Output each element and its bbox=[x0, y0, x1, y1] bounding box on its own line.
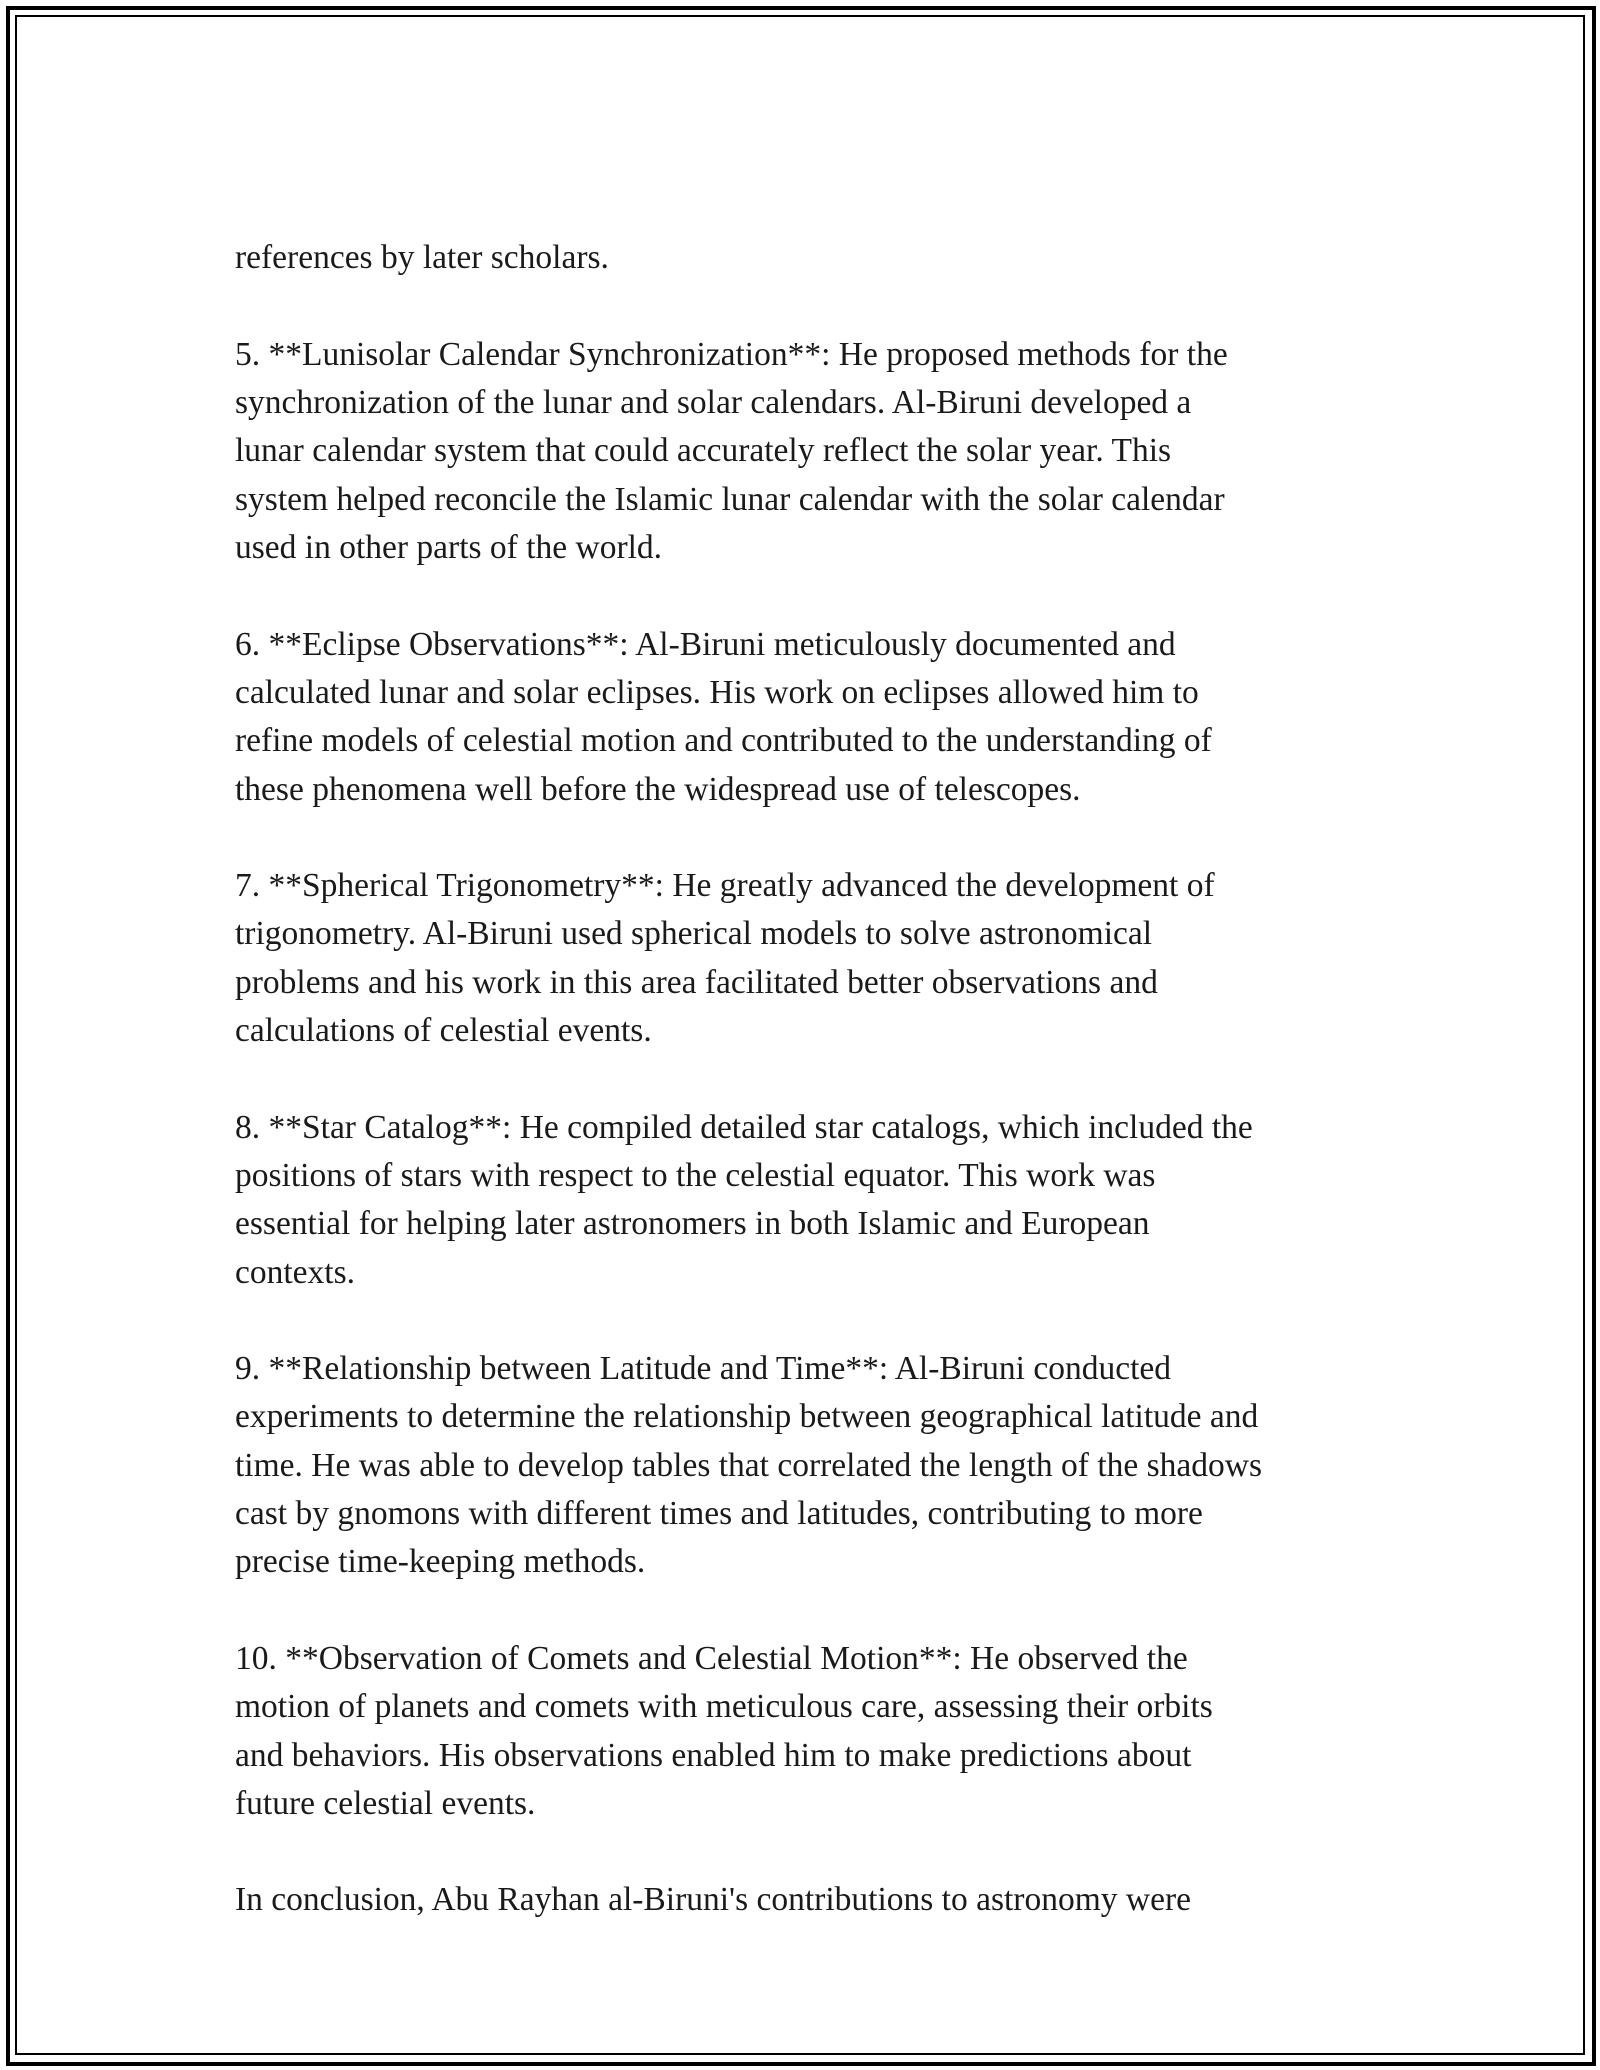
text-line: and behaviors. His observations enabled him to make predictions about bbox=[235, 1736, 1192, 1774]
text-line: precise time-keeping methods. bbox=[235, 1543, 646, 1581]
text-line: these phenomena well before the widespread use of telescopes. bbox=[235, 770, 1081, 808]
text-line: essential for helping later astronomers in both Islamic and European bbox=[235, 1205, 1150, 1243]
list-item-8 bbox=[235, 1104, 1385, 1297]
text-line: 9. **Relationship between Latitude and Time**: Al-Biruni conducted bbox=[235, 1350, 1172, 1388]
text-line: positions of stars with respect to the celestial equator. This work was bbox=[235, 1156, 1156, 1194]
document-body bbox=[235, 186, 1385, 1925]
text-line: system helped reconcile the Islamic lunar calendar with the solar calendar bbox=[235, 480, 1225, 518]
text-line: 6. **Eclipse Observations**: Al-Biruni meticulously documented and bbox=[235, 625, 1176, 663]
text-line: 8. **Star Catalog**: He compiled detailed star catalogs, which included the bbox=[235, 1108, 1253, 1146]
text-line: 10. **Observation of Comets and Celestial Motion**: He observed the bbox=[235, 1639, 1188, 1677]
text-line: 5. **Lunisolar Calendar Synchronization**: He proposed methods for the bbox=[235, 335, 1228, 373]
text-line: experiments to determine the relationship between geographical latitude and bbox=[235, 1398, 1259, 1436]
paragraph-continuation bbox=[235, 186, 1385, 283]
text-line: calculated lunar and solar eclipses. His work on eclipses allowed him to bbox=[235, 673, 1199, 711]
text-line: trigonometry. Al-Biruni used spherical models to solve astronomical bbox=[235, 915, 1153, 953]
paragraph-conclusion bbox=[235, 1876, 1385, 1924]
text-line: motion of planets and comets with meticulous care, assessing their orbits bbox=[235, 1688, 1213, 1726]
text-line: time. He was able to develop tables that correlated the length of the shadows bbox=[235, 1446, 1263, 1484]
text-line: used in other parts of the world. bbox=[235, 529, 663, 567]
text-line: lunar calendar system that could accurately reflect the solar year. This bbox=[235, 432, 1172, 470]
list-item-6 bbox=[235, 621, 1385, 814]
text-line: In conclusion, Abu Rayhan al-Biruni's contributions to astronomy were bbox=[235, 1881, 1191, 1919]
text-line: contexts. bbox=[235, 1253, 356, 1291]
text-line: 7. **Spherical Trigonometry**: He greatly advanced the development of bbox=[235, 867, 1215, 905]
text-line: future celestial events. bbox=[235, 1784, 536, 1822]
list-item-10 bbox=[235, 1635, 1385, 1828]
text-line: calculations of celestial events. bbox=[235, 1012, 652, 1050]
text-line: refine models of celestial motion and contributed to the understanding of bbox=[235, 722, 1212, 760]
text-line: synchronization of the lunar and solar calendars. Al-Biruni developed a bbox=[235, 384, 1192, 422]
text-line: cast by gnomons with different times and latitudes, contributing to more bbox=[235, 1495, 1203, 1533]
list-item-7 bbox=[235, 862, 1385, 1055]
text-line: problems and his work in this area facilitated better observations and bbox=[235, 963, 1158, 1001]
list-item-5 bbox=[235, 331, 1385, 572]
text-line: references by later scholars. bbox=[235, 239, 609, 277]
list-item-9 bbox=[235, 1345, 1385, 1586]
